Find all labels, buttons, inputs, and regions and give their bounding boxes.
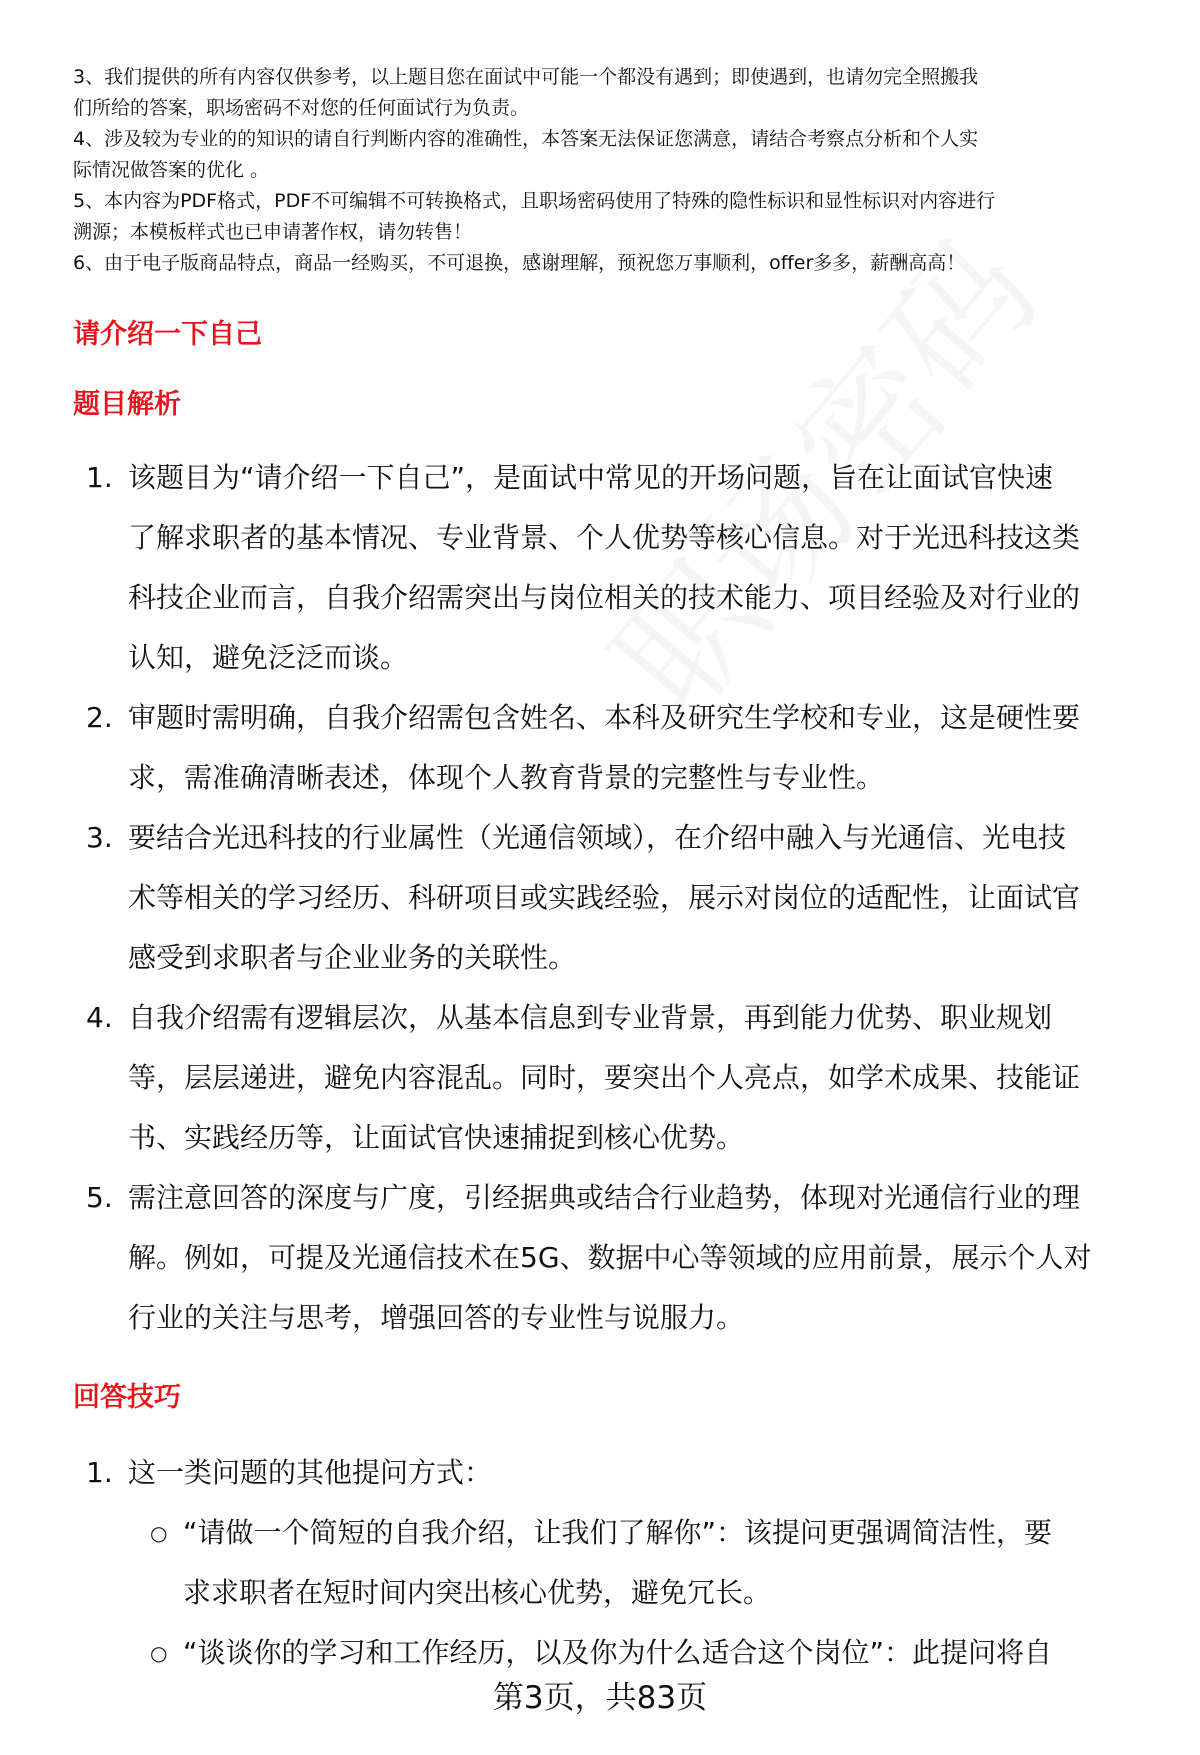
list-text-line: 了解求职者的基本情况、专业背景、个人优势等核心信息。对于光迅科技这类 (128, 521, 1081, 554)
analysis-list (0, 448, 1200, 1348)
note-line: 3、我们提供的所有内容仅供参考，以上题目您在面试中可能一个都没有遇到；即使遇到，也请勿完全照搬我 (73, 66, 979, 88)
analysis-item (0, 688, 1200, 808)
question-title: 请介绍一下自己 (73, 319, 262, 350)
list-text-line: 需注意回答的深度与广度，引经据典或结合行业趋势，体现对光通信行业的理 (128, 1181, 1081, 1214)
sub-item (0, 1503, 1200, 1623)
analysis-item (0, 448, 1200, 688)
list-text-line: 书、实践经历等，让面试官快速捕捉到核心优势。 (128, 1121, 745, 1154)
disclaimer-notes (73, 62, 1163, 279)
note-line: 际情况做答案的优化 。 (73, 159, 270, 181)
page-footer: 第3页，共83页 (492, 1680, 708, 1716)
list-text-line: 术等相关的学习经历、科研项目或实践经验，展示对岗位的适配性，让面试官 (128, 881, 1081, 914)
list-text-line: 认知，避免泛泛而谈。 (128, 641, 409, 674)
list-number: 1. (86, 1456, 113, 1489)
sub-text-line: “请做一个简短的自我介绍，让我们了解你”：该提问更强调简洁性，要 (183, 1516, 1053, 1549)
note-line: 4、涉及较为专业的的知识的请自行判断内容的准确性，本答案无法保证您满意，请结合考察点分析和个人实 (73, 128, 979, 150)
note-line: 5、本内容为PDF格式，PDF不可编辑不可转换格式，且职场密码使用了特殊的隐性标识和显性标识对内容进行 (73, 190, 996, 212)
analysis-item (0, 1168, 1200, 1348)
analysis-item (0, 988, 1200, 1168)
list-text-line: 求，需准确清晰表述，体现个人教育背景的完整性与专业性。 (128, 761, 885, 794)
analysis-heading: 题目解析 (73, 389, 181, 420)
note-line: 溯源；本模板样式也已申请著作权，请勿转售！ (73, 221, 473, 243)
tips-item-1 (0, 1443, 1200, 1503)
list-text-line: 该题目为“请介绍一下自己”，是面试中常见的开场问题，旨在让面试官快速 (128, 461, 1054, 494)
list-number: 1. (86, 461, 113, 494)
note-line: 们所给的答案，职场密码不对您的任何面试行为负责。 (73, 97, 530, 119)
tips-list (0, 1443, 1200, 1683)
list-text-line: 行业的关注与思考，增强回答的专业性与说服力。 (128, 1301, 745, 1334)
list-number: 5. (86, 1181, 113, 1214)
list-text-line: 解。例如，可提及光通信技术在5G、数据中心等领域的应用前景，展示个人对 (128, 1241, 1092, 1274)
tips-heading: 回答技巧 (73, 1382, 181, 1413)
list-number: 4. (86, 1001, 113, 1034)
bullet-icon: ○ (150, 1641, 168, 1665)
list-text-line: 等，层层递进，避免内容混乱。同时，要突出个人亮点，如学术成果、技能证 (128, 1061, 1081, 1094)
list-text-line: 科技企业而言，自我介绍需突出与岗位相关的技术能力、项目经验及对行业的 (128, 581, 1081, 614)
list-text-line: 要结合光迅科技的行业属性（光通信领域），在介绍中融入与光通信、光电技 (128, 821, 1067, 854)
list-text-line: 感受到求职者与企业业务的关联性。 (128, 941, 577, 974)
list-text: 这一类问题的其他提问方式： (128, 1456, 493, 1489)
note-line: 6、由于电子版商品特点，商品一经购买，不可退换，感谢理解，预祝您万事顺利，offer多多，薪酬高高！ (73, 252, 966, 274)
sub-text-line: “谈谈你的学习和工作经历，以及你为什么适合这个岗位”：此提问将自 (183, 1636, 1053, 1669)
list-text-line: 审题时需明确，自我介绍需包含姓名、本科及研究生学校和专业，这是硬性要 (128, 701, 1081, 734)
sub-text-line: 求求职者在短时间内突出核心优势，避免冗长。 (183, 1576, 772, 1609)
bullet-icon: ○ (150, 1521, 168, 1545)
analysis-item (0, 808, 1200, 988)
list-number: 2. (86, 701, 113, 734)
list-number: 3. (86, 821, 113, 854)
list-text-line: 自我介绍需有逻辑层次，从基本信息到专业背景，再到能力优势、职业规划 (128, 1001, 1053, 1034)
